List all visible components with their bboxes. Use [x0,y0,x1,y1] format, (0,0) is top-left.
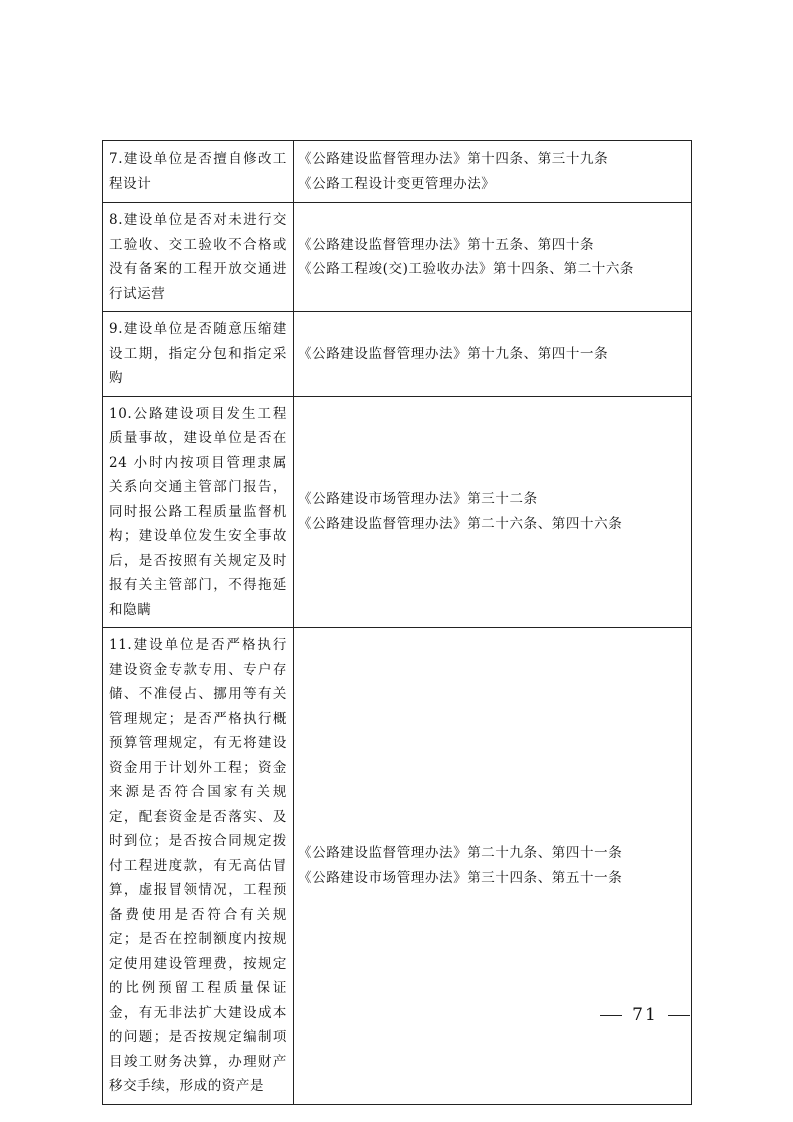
check-item-cell: 8.建设单位是否对未进行交工验收、交工验收不合格或没有备案的工程开放交通进行试运营 [103,203,294,312]
footer-dash-left [600,1015,622,1016]
check-item-cell: 10.公路建设项目发生工程质量事故，建设单位是否在 24 小时内按项目管理隶属关系向交通主管部门报告，同时报公路工程质量监督机构；建设单位发生安全事故后，是否按照有关规定及时报有关主管部门，不得拖延和隐瞒 [103,396,294,628]
legal-basis-line: 《公路建设监督管理办法》第十五条、第四十条 [298,236,595,253]
legal-basis-line: 《公路建设监督管理办法》第十四条、第三十九条 [298,151,609,167]
table-row [103,141,692,203]
check-item-cell: 7.建设单位是否擅自修改工程设计 [103,141,294,203]
table-row [103,396,692,628]
legal-basis-cell [294,628,692,1105]
legal-basis-cell [294,141,692,203]
legal-basis-cell [294,396,692,628]
table-row [103,628,692,1105]
legal-basis-cell [294,203,692,312]
page-footer [590,1005,700,1025]
legal-basis-line: 《公路建设监督管理办法》第二十六条、第四十六条 [298,515,623,532]
legal-basis-line: 《公路建设监督管理办法》第二十九条、第四十一条 [298,845,623,862]
regulation-table [102,140,692,1105]
legal-basis-line: 《公路工程设计变更管理办法》 [298,175,496,192]
legal-basis-line: 《公路建设市场管理办法》第三十四条、第五十一条 [298,869,623,886]
page-number: 71 [632,1005,658,1025]
check-item-cell: 9.建设单位是否随意压缩建设工期，指定分包和指定采购 [103,312,294,397]
legal-basis-line: 《公路建设市场管理办法》第三十二条 [298,491,538,508]
check-item-cell: 11.建设单位是否严格执行建设资金专款专用、专户存储、不准侵占、挪用等有关管理规定；是否严格执行概预算管理规定，有无将建设资金用于计划外工程；资金来源是否符合国家有关规定，配套资金是否落实、及时到位；是否按合同规定拨付工程进度款，有无高估冒算，虚报冒领情况，工程预备费使用是否符合有关规定；是否在控制额度内按规定使用建设管理费，按规定的比例预留工程质量保证金，有无非法扩大建设成本的问题；是否按规定编制项目竣工财务决算，办理财产移交手续，形成的资产是 [103,628,294,1105]
legal-basis-line: 《公路建设监督管理办法》第十九条、第四十一条 [298,345,609,362]
table-row [103,203,692,312]
legal-basis-cell [294,312,692,397]
footer-dash-right [668,1015,690,1016]
table-row [103,312,692,397]
legal-basis-line: 《公路工程竣(交)工验收办法》第十四条、第二十六条 [298,261,635,277]
